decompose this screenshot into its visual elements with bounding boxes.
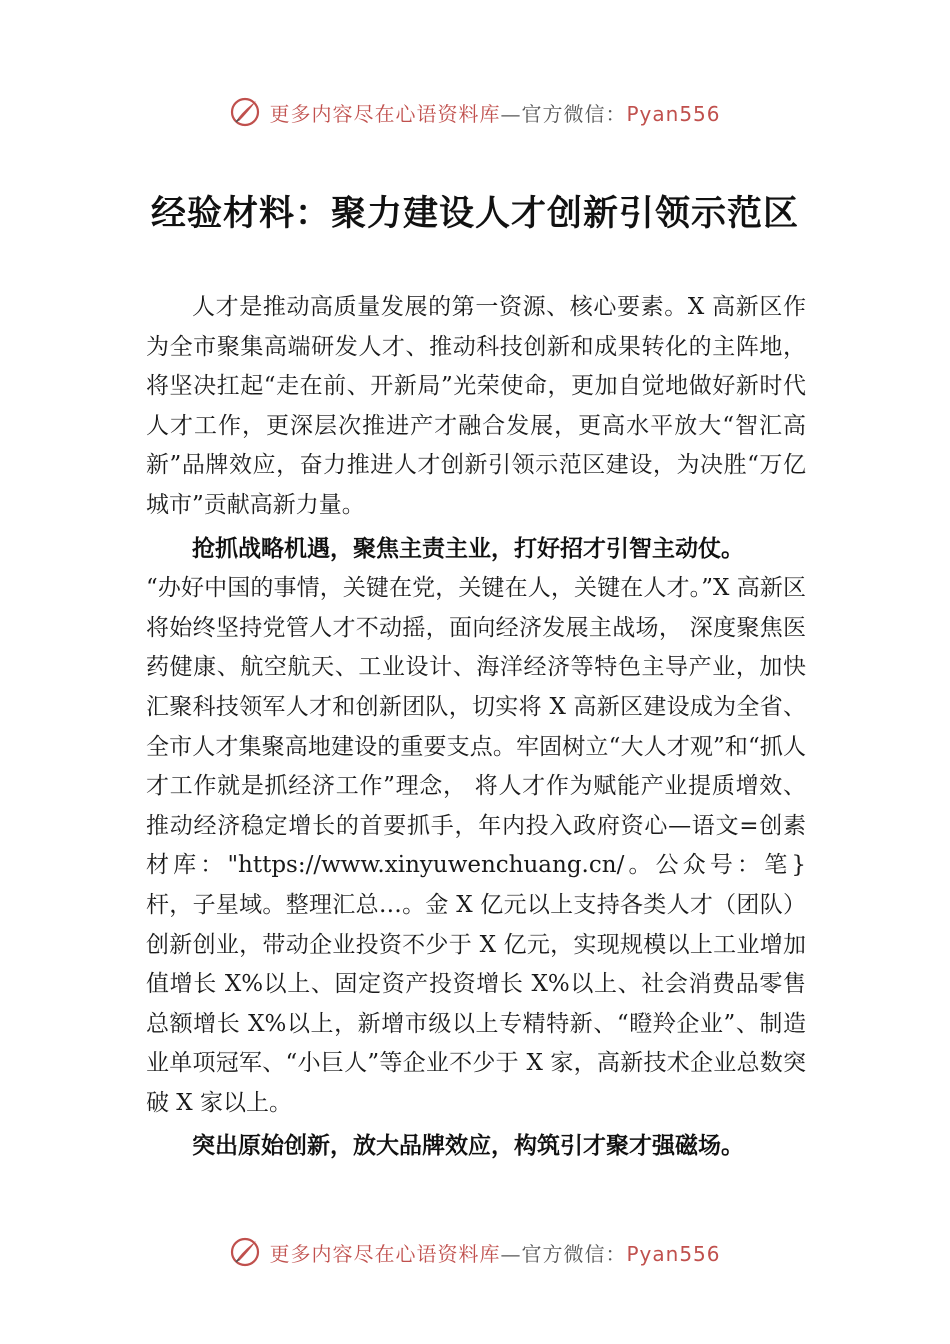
watermark-wechat-id: Pyan556 xyxy=(626,1241,721,1266)
section-heading-2: 突出原始创新，放大品牌效应，构筑引才聚才强磁场。 xyxy=(192,1133,744,1160)
paragraph-section-1: “办好中国的事情，关键在党，关键在人，关键在人才。”X 高新区将始终坚持党管人才不动摇，面向经济发展主战场， 深度聚焦医药健康、航空航天、工业设计、海洋经济等特色主导产业，加快汇聚科技领军人才和创新团队，切实将 X 高新区建设成为全省、全市人才集聚高地建设的重要支点。牢固树立“大人才观”和“抓人才工作就是抓经济工作”理念， 将人才作为赋能产业提质增效、推动经济稳定增长的首要抓手，年内投入政府资心—语文=创素材库："https://www.xinyuwenchuang.cn/。公众号：笔}杆，子星域。整理汇总…。金 X 亿元以上支持各类人才（团队）创新创业，带动企业投资不少于 X 亿元，实现规模以上工业增加值增长 X%以上、固定资产投资增长 X%以上、社会消费品零售总额增长 X%以上，新增市级以上专精特新、“瞪羚企业”、制造业单项冠军、“小巨人”等企业不少于 X 家，高新技术企业总数突破 X 家以上。 xyxy=(146,575,806,1116)
watermark-text xyxy=(269,1238,720,1267)
watermark-separator: —官方微信： xyxy=(500,101,627,126)
watermark-name: 更多内容尽在心语资料库 xyxy=(269,101,501,126)
watermark-separator: —官方微信： xyxy=(500,1241,627,1266)
watermark-wechat-id: Pyan556 xyxy=(626,101,721,126)
header-watermark xyxy=(0,96,950,128)
section-heading-1: 抢抓战略机遇，聚焦主责主业，打好招才引智主动仗。 xyxy=(192,535,744,562)
quill-logo-icon xyxy=(229,1236,261,1268)
document-title: 经验材料：聚力建设人才创新引领示范区 xyxy=(150,193,799,234)
quill-logo-icon xyxy=(229,96,261,128)
watermark-name: 更多内容尽在心语资料库 xyxy=(269,1241,501,1266)
watermark-text xyxy=(269,98,720,127)
document-body xyxy=(146,288,806,1167)
footer-watermark xyxy=(0,1236,950,1268)
paragraph-intro: 人才是推动高质量发展的第一资源、核心要素。X 高新区作为全市聚集高端研发人才、推动科技创新和成果转化的主阵地，将坚决扛起“走在前、开新局”光荣使命，更加自觉地做好新时代人才工作，更深层次推进产才融合发展，更高水平放大“智汇高新”品牌效应，奋力推进人才创新引领示范区建设，为决胜“万亿城市”贡献高新力量。 xyxy=(146,294,806,518)
